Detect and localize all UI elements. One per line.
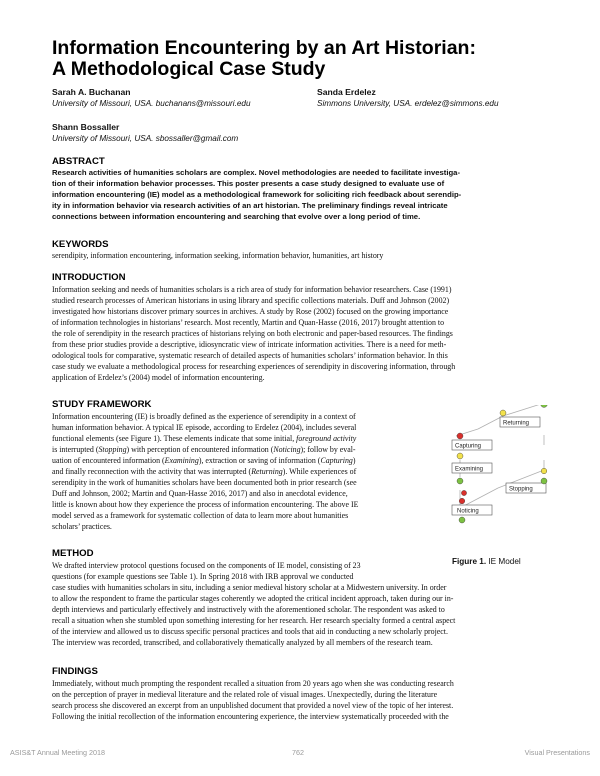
stage-label-noticing: Noticing [457, 508, 479, 515]
node-yellow [500, 410, 506, 416]
findings-line: on the perception of prayer in medieval literature and the related role of visual images. Unexpectedly, during the literature [52, 690, 438, 699]
framework-line: model served as a framework for systematic collection of data to learn more about humanities [52, 511, 349, 520]
framework-line: and finally reconnection with the activity that was interrupted (Returning). While experiences of [52, 467, 357, 476]
node-green [541, 478, 547, 484]
framework-line: serendipity in the work of humanities scholars have been documented both in prior research (see [52, 478, 357, 487]
method-heading: METHOD [52, 548, 94, 559]
author-name: Sarah A. Buchanan [52, 87, 131, 97]
intro-line: application of Erdelez’s (2004) model of information encountering. [52, 373, 265, 382]
method-line: We drafted interview protocol questions focused on the components of IE model, consisting of 23 [52, 561, 361, 570]
intro-line: case study we evaluate a methodological process for researching experiences of serendipity in discovering information, through [52, 362, 456, 371]
intro-line: studied research processes of American historians in using library and specific collections materials. Duff and Johnson (2002) [52, 296, 450, 305]
author-3 [52, 122, 238, 144]
stage-label-examining: Examining [455, 466, 484, 473]
footer-page-number: 762 [292, 748, 304, 757]
stage-label-stopping: Stopping [509, 486, 533, 493]
framework-line: scholars’ practices. [52, 522, 112, 531]
author-name: Sanda Erdelez [317, 87, 376, 97]
framework-line: is interrupted (Stopping) with perception of encountered information (Noticing); follow by eval- [52, 445, 356, 454]
author-2 [317, 87, 499, 109]
intro-line: Information seeking and needs of humanities scholars is a rich area of study for information behavior researchers. Case (1991) [52, 285, 452, 294]
author-name: Shann Bossaller [52, 122, 120, 132]
framework-line: functional elements (see Figure 1). These elements indicate that some initial, foreground activity [52, 434, 357, 443]
findings-line: search process she discovered an excerpt from an unpublished document that provided a novel view of the topic of her interest. [52, 701, 454, 710]
intro-line: from these prior studies provide a descriptive, idiosyncratic view of intricate information activities. There is a need for meth- [52, 340, 447, 349]
node-yellow [457, 453, 463, 459]
title-line-1: Information Encountering by an Art Historian: [52, 37, 476, 59]
abstract-line: information encountering (IE) model as a methodological framework for soliciting rich feedback about serendip- [52, 190, 462, 199]
abstract-heading: ABSTRACT [52, 156, 105, 167]
footer-conference: ASIS&T Annual Meeting 2018 [10, 748, 105, 757]
findings-line: Following the initial recollection of the information encountering experience, the interview systematically proceeded with the [52, 712, 449, 721]
method-line: The interview was recorded, transcribed, and collaboratively thematically analyzed by all members of the research team. [52, 638, 433, 647]
method-line: of the interview and allowed us to discuss specific personal practices and tools that aid in conducting a new scholarly project. [52, 627, 448, 636]
framework-line: human information behavior. A typical IE episode, according to Erdelez (2004), includes several [52, 423, 357, 432]
keywords-heading: KEYWORDS [52, 239, 109, 250]
figure-caption [452, 557, 521, 566]
figure-caption-text: IE Model [488, 557, 521, 566]
framework-line: uation of encountered information (Examining), extraction or saving of information (Capturing) [52, 456, 356, 465]
abstract-line: connections between information encountering and searching that evolve over a long period of time. [52, 212, 421, 221]
node-green [541, 405, 548, 407]
intro-line: investigated how historians discover primary sources in archives. A study by Rose (2002) focused on the growing importance [52, 307, 449, 316]
figure-connector [478, 416, 503, 429]
framework-line: Duff and Johnson, 2002; Martin and Quan-Hasse 2016, 2017) and also in anecdotal evidence, [52, 489, 348, 498]
node-yellow [541, 468, 547, 474]
keywords-line: serendipity, information encountering, information seeking, information behavior, humanities, art history [52, 251, 384, 260]
figure-caption-label: Figure 1. [452, 557, 487, 566]
author-affiliation: Simmons University, USA. erdelez@simmons.edu [317, 99, 499, 108]
stage-label-capturing: Capturing [455, 443, 482, 450]
method-line: to allow the respondent to frame the particular stages coherently we adopted the critical incident approach, taken during our in- [52, 594, 454, 603]
findings-heading: FINDINGS [52, 666, 98, 677]
method-line: depth interviews and particularly effectively and instructively with the aforementioned scholar. The respondent was asked to [52, 605, 445, 614]
framework-line: Information encountering (IE) is broadly defined as the experience of serendipity in a context of [52, 412, 356, 421]
method-line: case studies with humanities scholars in situ, including a senior medieval history scholar at a Midwestern university. In order [52, 583, 447, 592]
node-green [457, 478, 463, 484]
node-green [459, 517, 465, 523]
node-red [457, 433, 463, 439]
introduction-heading: INTRODUCTION [52, 272, 126, 283]
abstract-line: ity in information behavior via research activities of an art historian. The preliminary findings reveal intricate [52, 201, 448, 210]
findings-line: Immediately, without much prompting the respondent recalled a situation from 20 years ago when she was conducting research [52, 679, 454, 688]
node-red [459, 498, 465, 504]
author-1 [52, 87, 251, 109]
node-red [461, 490, 466, 495]
framework-line: little is known about how they experience the process of information encountering. The above IE [52, 500, 359, 509]
paper-title [52, 38, 552, 80]
ie-model-figure [440, 405, 560, 535]
method-line: recall a situation when she stumbled upon something interesting for her research. Her research specialty formed a central aspect [52, 616, 456, 625]
intro-line: the role of serendipity in the research practices of historians relying on both electronic and paper-based resources. The findings [52, 329, 453, 338]
abstract-line: Research activities of humanities scholars are complex. Novel methodologies are needed to facilitate investiga- [52, 168, 461, 177]
intro-line: of information technologies in historians’ research. Most recently, Martin and Quan-Hasse (2016, 2017) brought attention to [52, 318, 445, 327]
intro-line: odological tools for comparative, systematic research of detailed aspects of humanities scholars’ information behavior. In this [52, 351, 448, 360]
title-line-2: A Methodological Case Study [52, 58, 326, 80]
footer-section: Visual Presentations [524, 748, 590, 757]
stage-label-returning: Returning [503, 420, 530, 427]
figure-connector [503, 405, 544, 416]
author-affiliation: University of Missouri, USA. buchanans@missouri.edu [52, 99, 251, 108]
abstract-line: tion of their information behavior processes. This poster presents a case study designed to evaluate use of [52, 179, 445, 188]
author-affiliation: University of Missouri, USA. sbossaller@gmail.com [52, 134, 239, 143]
study-framework-heading: STUDY FRAMEWORK [52, 399, 152, 410]
method-line: questions (for example questions see Table 1). In Spring 2018 with IRB approval we conducted [52, 572, 354, 581]
